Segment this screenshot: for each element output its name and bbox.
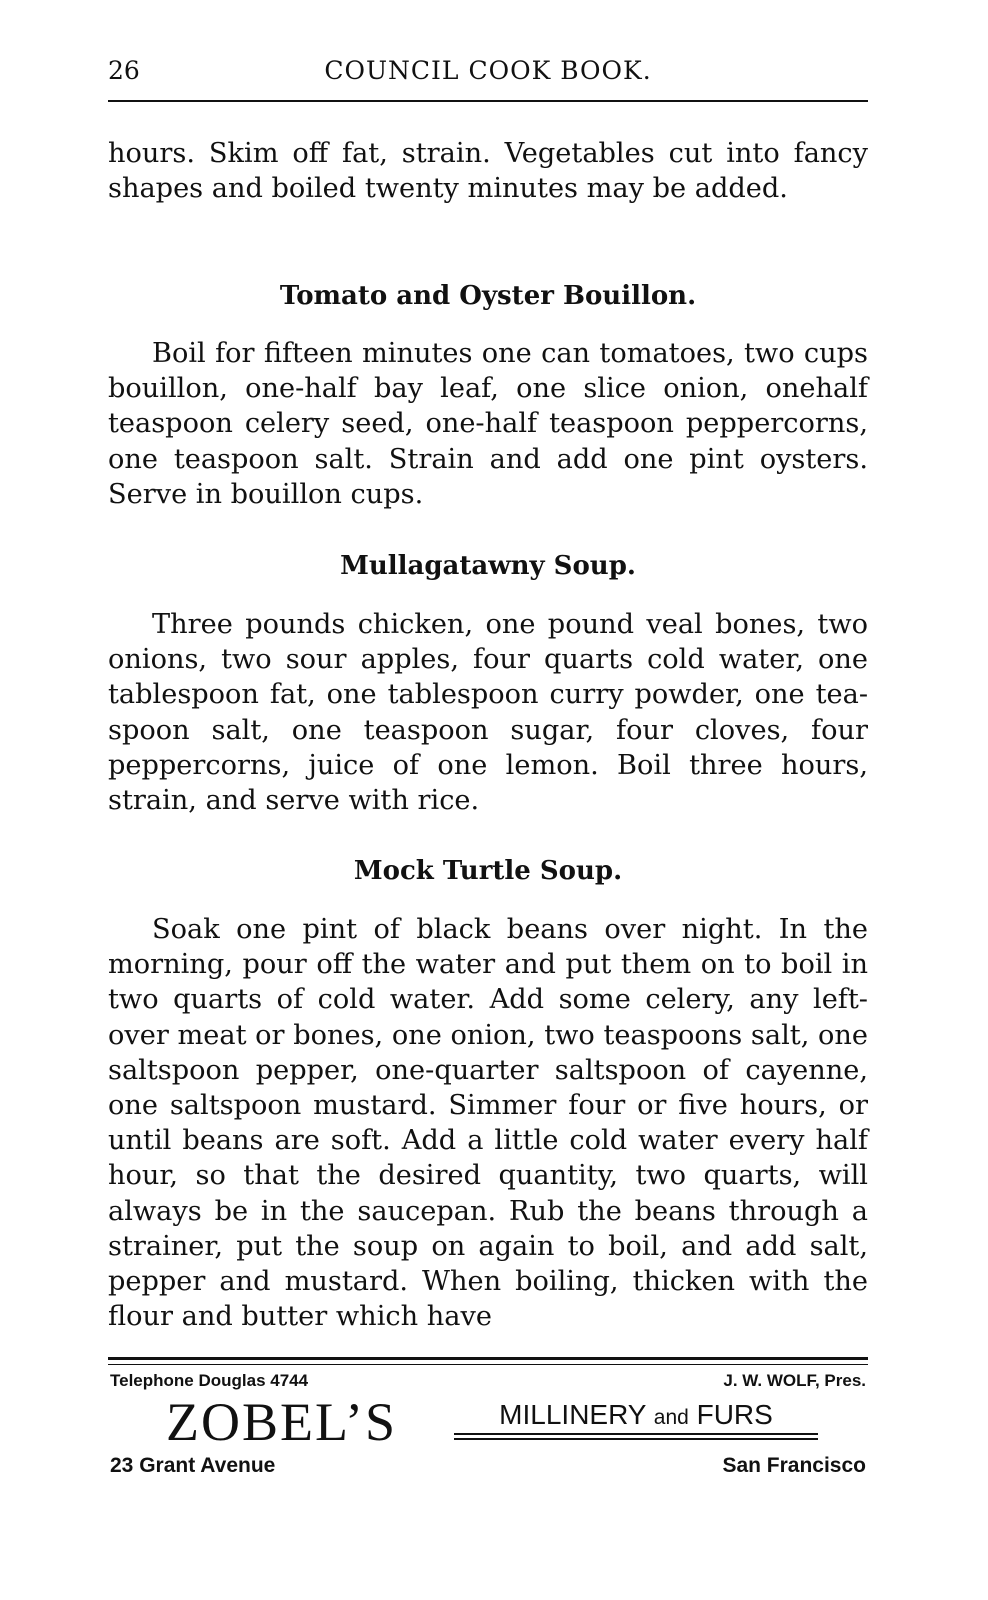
ad-tagline-millinery: MILLINERY: [499, 1399, 646, 1430]
ad-president: J. W. WOLF, Pres.: [723, 1371, 866, 1390]
page-number: 26: [108, 56, 140, 85]
ad-tagline-furs: FURS: [696, 1399, 773, 1430]
recipe-title-mock-turtle-soup: Mock Turtle Soup.: [353, 856, 623, 886]
running-title: COUNCIL COOK BOOK.: [324, 56, 652, 85]
ad-brand-name: ZOBEL’S: [166, 1392, 398, 1452]
ad-telephone: Telephone Douglas 4744: [110, 1371, 309, 1390]
recipe-title-tomato-oyster-bouillon: Tomato and Oyster Bouillon.: [279, 281, 697, 311]
ad-address: 23 Grant Avenue: [110, 1454, 276, 1477]
ad-tagline: [454, 1398, 818, 1435]
running-head: [108, 56, 868, 96]
ad-city: San Francisco: [722, 1454, 866, 1477]
header-rule: [108, 100, 868, 102]
continuation-paragraph: hours. Skim off fat, strain. Vegetables cut into fancy shapes and boiled twenty minutes may be added.: [108, 138, 868, 205]
recipe-title-mullagatawny-soup: Mullagatawny Soup.: [340, 551, 636, 581]
ad-tagline-and: and: [653, 1406, 689, 1429]
footer-rule-thick: [108, 1357, 868, 1360]
tagline-underline-2: [454, 1438, 818, 1440]
footer-rule-thin: [108, 1364, 868, 1365]
recipe-body-mock-turtle-soup: Soak one pint of black beans over night. In the morning, pour off the water and put them on to boil in two quarts of cold water. Add some celery, any left-over meat or bones, one onion, two teaspoons salt, one saltspoon pepper, one-quarter saltspoon of cayenne, one saltspoon mustard. Simmer four or five hours, or until beans are soft. Add a little cold water every half hour, so that the desired quantity, two quarts, will always be in the saucepan. Rub the beans through a strainer, put the soup on again to boil, and add salt, pepper and mustard. When boiling, thicken with the flour and butter which have: [108, 914, 868, 1333]
recipe-body-mullagatawny-soup: Three pounds chicken, one pound veal bones, two onions, two sour apples, four quarts cold water, one tablespoon fat, one tablespoon curry powder, one teaspoon salt, one teaspoon sugar, four cloves, four peppercorns, juice of one lemon. Boil three hours, strain, and serve with rice.: [108, 609, 868, 817]
recipe-body-tomato-oyster-bouillon: Boil for fifteen minutes one can tomatoes, two cups bouillon, one-half bay leaf, one slice onion, onehalf teaspoon celery seed, one-half teaspoon peppercorns, one teaspoon salt. Strain and add one pint oysters. Serve in bouillon cups.: [108, 338, 868, 510]
tagline-underline-1: [454, 1433, 818, 1435]
